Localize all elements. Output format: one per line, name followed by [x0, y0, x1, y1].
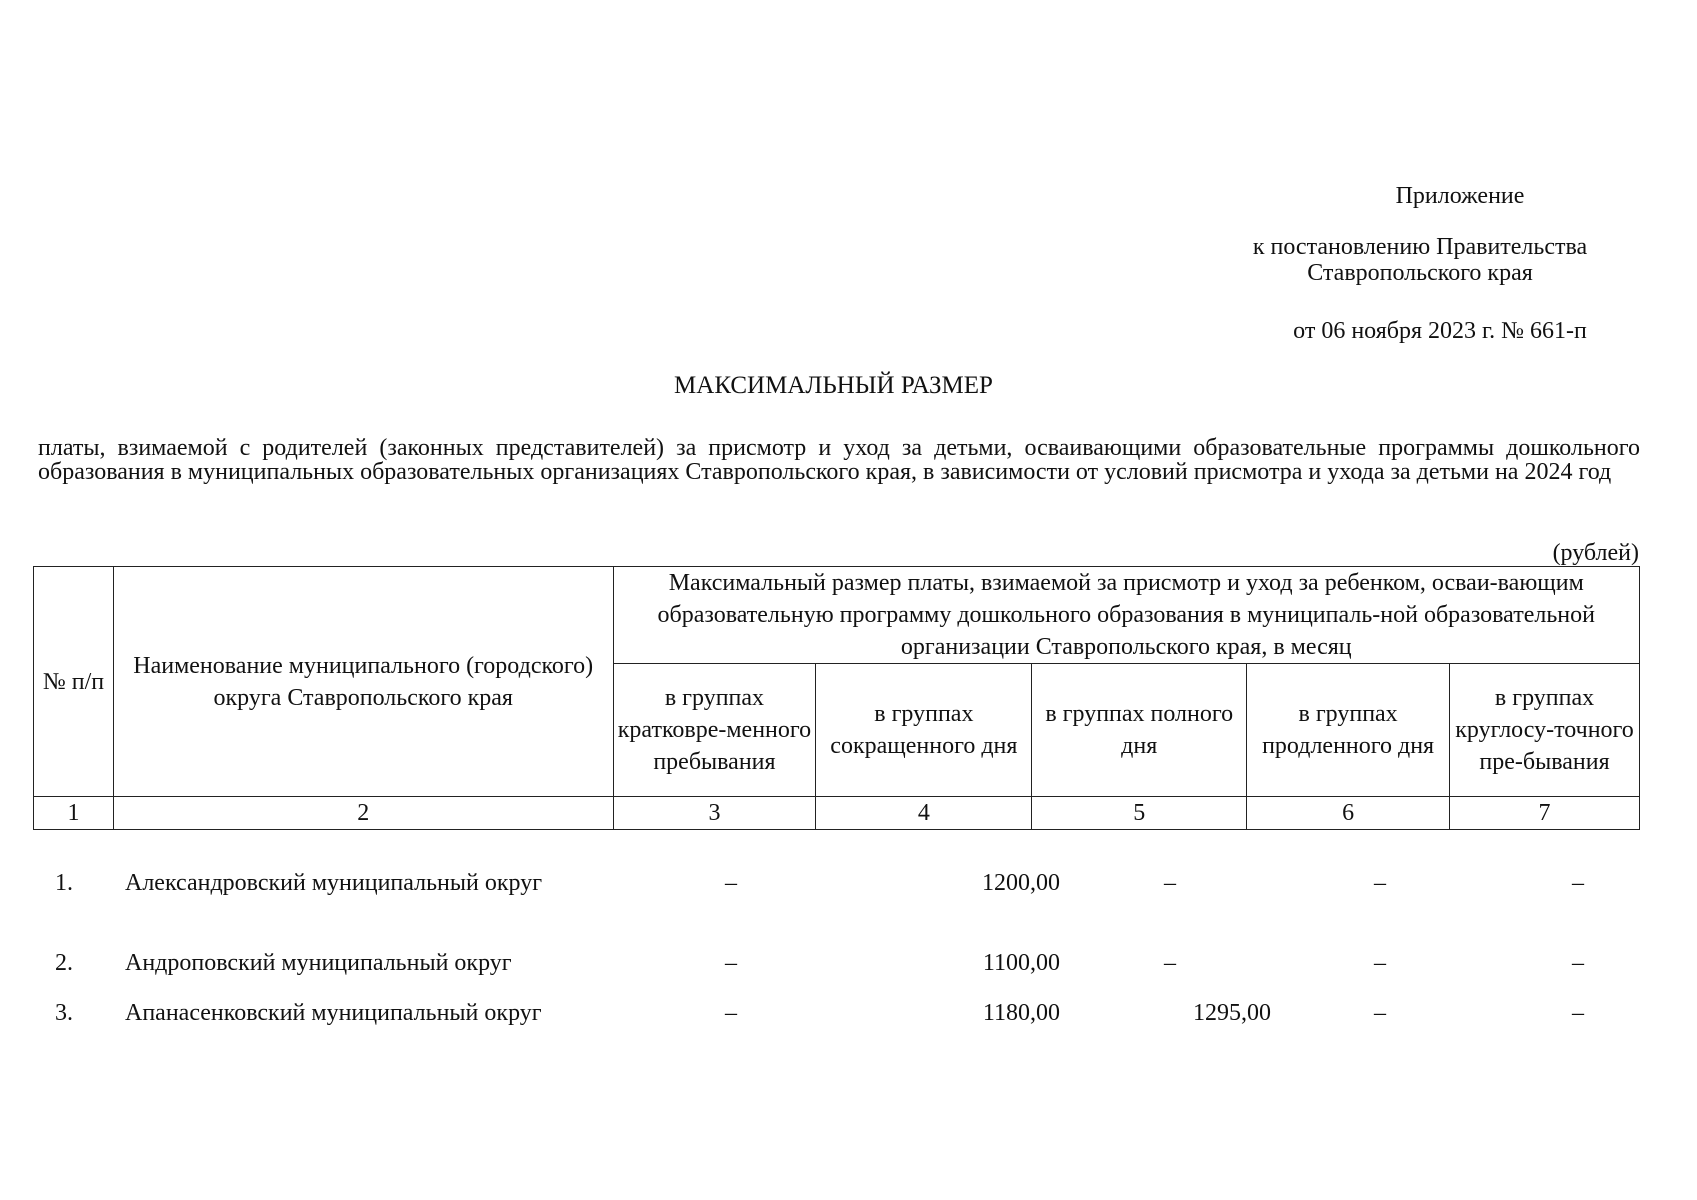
- col-header-name: Наименование муниципального (городского) округа Ставропольского края: [113, 567, 613, 797]
- row-full-day-value: 1295,00: [1193, 1000, 1271, 1026]
- row-number: 1.: [55, 870, 73, 896]
- table-row: [33, 947, 1640, 997]
- row-number: 2.: [55, 950, 73, 976]
- row-district-name: Андроповский муниципальный округ: [125, 950, 512, 976]
- col-number-4: 4: [816, 797, 1032, 830]
- fee-table-header: [33, 566, 1640, 830]
- col-header-short-stay: в группах кратковре-менного пребывания: [613, 664, 816, 797]
- row-short-day-value: 1200,00: [982, 870, 1060, 896]
- row-round-the-clock-value: –: [1572, 950, 1584, 976]
- document-title-text: МАКСИМАЛЬНЫЙ РАЗМЕР: [674, 372, 993, 399]
- col-number-5: 5: [1032, 797, 1247, 830]
- row-short-stay-value: –: [725, 950, 737, 976]
- units-label: (рублей): [1552, 540, 1639, 566]
- row-short-day-value: 1100,00: [982, 950, 1060, 976]
- row-district-name: Александровский муниципальный округ: [125, 870, 543, 896]
- col-number-1: 1: [34, 797, 114, 830]
- row-number: 3.: [55, 1000, 73, 1026]
- col-number-2: 2: [113, 797, 613, 830]
- col-number-7: 7: [1450, 797, 1640, 830]
- row-round-the-clock-value: –: [1572, 1000, 1584, 1026]
- row-short-stay-value: –: [725, 1000, 737, 1026]
- col-header-full-day: в группах полного дня: [1032, 664, 1247, 797]
- col-header-short-day: в группах сокращенного дня: [816, 664, 1032, 797]
- col-number-6: 6: [1247, 797, 1450, 830]
- col-header-group: Максимальный размер платы, взимаемой за присмотр и уход за ребенком, осваи-вающим образовательную программу дошкольного образования в муниципаль-ной образовательной организации Ставропольского края, в месяц: [613, 567, 1640, 664]
- fee-table-body: [33, 867, 1640, 1077]
- document-subtitle: платы, взимаемой с родителей (законных представителей) за присмотр и уход за детьми, осваивающими образовательные программы дошкольного образования в муниципальных образовательных организациях Ставропольского края, в зависимости от условий присмотра и ухода за детьми на 2024 год: [38, 435, 1640, 485]
- row-full-day-value: –: [1164, 950, 1176, 976]
- row-district-name: Апанасенковский муниципальный округ: [125, 1000, 542, 1026]
- row-extended-day-value: –: [1374, 950, 1386, 976]
- col-header-round-the-clock: в группах круглосу-точного пре-бывания: [1450, 664, 1640, 797]
- table-row: [33, 997, 1640, 1077]
- table-row: [33, 867, 1640, 947]
- decree-reference: [1210, 234, 1630, 286]
- col-header-extended-day: в группах продленного дня: [1247, 664, 1450, 797]
- row-extended-day-value: –: [1374, 1000, 1386, 1026]
- row-extended-day-value: –: [1374, 870, 1386, 896]
- row-round-the-clock-value: –: [1572, 870, 1584, 896]
- decree-date-number: от 06 ноября 2023 г. № 661-п: [1293, 318, 1587, 344]
- row-short-day-value: 1180,00: [982, 1000, 1060, 1026]
- row-full-day-value: –: [1164, 870, 1176, 896]
- decree-line-2: Ставропольского края: [1307, 260, 1533, 286]
- decree-line-1: к постановлению Правительства: [1252, 234, 1588, 260]
- col-header-number: № п/п: [34, 567, 114, 797]
- row-short-stay-value: –: [725, 870, 737, 896]
- document-title: [0, 372, 1697, 400]
- appendix-label: Приложение: [1395, 183, 1525, 209]
- col-number-3: 3: [613, 797, 816, 830]
